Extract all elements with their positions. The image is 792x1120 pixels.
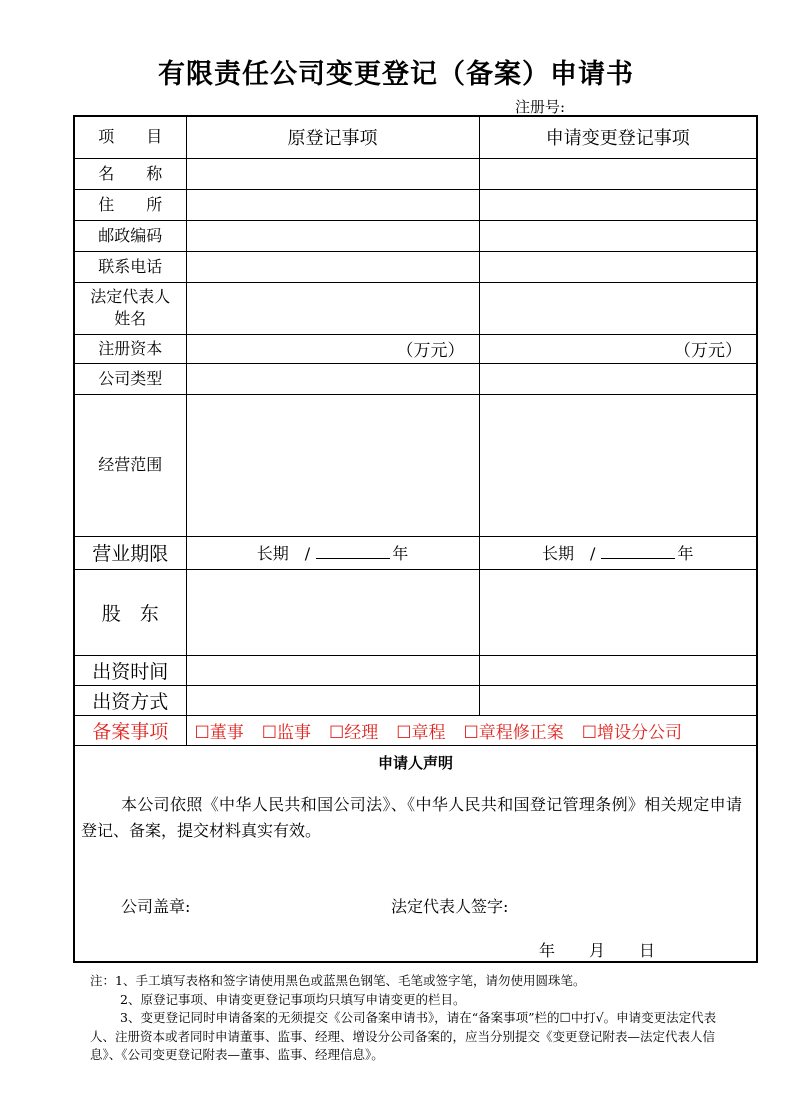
field-capital-change[interactable]: （万元） [479, 334, 757, 363]
field-capital-original[interactable]: （万元） [186, 334, 479, 363]
row-invest-method [74, 685, 757, 715]
field-phone-original[interactable] [186, 251, 479, 282]
label-shareholders: 股 东 [74, 569, 186, 655]
notes-section [90, 972, 740, 1065]
registration-number-label: 注册号: [515, 98, 566, 116]
label-filing: 备案事项 [74, 715, 186, 745]
row-capital [74, 334, 757, 363]
field-postcode-change[interactable] [479, 220, 757, 251]
filing-checkbox-director[interactable]: ☐董事 [194, 722, 244, 743]
field-address-change[interactable] [479, 189, 757, 220]
row-filing [74, 715, 757, 745]
label-postcode: 邮政编码 [74, 220, 186, 251]
label-scope: 经营范围 [74, 394, 186, 536]
label-invest-time: 出资时间 [74, 655, 186, 685]
filing-checkbox-supervisor[interactable]: ☐监事 [261, 722, 311, 743]
row-declaration [74, 745, 757, 962]
term-year-original: 年 [392, 544, 409, 563]
row-invest-time [74, 655, 757, 685]
field-term-change[interactable] [479, 536, 757, 569]
form-title: 有限责任公司变更登记（备案）申请书 [158, 59, 634, 90]
note-1: 注：1、手工填写表格和签字请使用黑色或蓝黑色钢笔、毛笔或签字笔，请勿使用圆珠笔。 [90, 973, 586, 988]
row-postcode [74, 220, 757, 251]
declaration-body: 本公司依照《中华人民共和国公司法》、《中华人民共和国登记管理条例》相关规定申请登记、备案，提交材料真实有效。 [81, 794, 742, 840]
term-long-original: 长期 / [256, 544, 311, 563]
term-year-blank-change[interactable] [601, 544, 675, 559]
field-invest-method-original[interactable] [186, 685, 479, 715]
field-address-original[interactable] [186, 189, 479, 220]
header-item: 项 目 [74, 116, 186, 158]
field-scope-change[interactable] [479, 394, 757, 536]
term-long-change: 长期 / [542, 544, 596, 563]
row-address [74, 189, 757, 220]
field-term-original[interactable] [186, 536, 479, 569]
application-form-table [73, 115, 758, 963]
date-line [539, 938, 655, 961]
header-original: 原登记事项 [186, 116, 479, 158]
field-company-type-original[interactable] [186, 363, 479, 394]
note-3: 3、变更登记同时申请备案的无须提交《公司备案申请书》，请在“备案事项”栏的☐中打√。申请变更法定代表人、注册资本或者同时申请董事、监事、经理、增设分公司备案的，应当分别提交《变更登记附表—法定代表人信息》、《公司变更登记附表—董事、监事、经理信息》。 [90, 1010, 717, 1062]
term-year-blank-original[interactable] [316, 544, 390, 559]
label-capital: 注册资本 [74, 334, 186, 363]
field-invest-time-change[interactable] [479, 655, 757, 685]
field-legal-rep-original[interactable] [186, 282, 479, 334]
field-invest-time-original[interactable] [186, 655, 479, 685]
label-company-type: 公司类型 [74, 363, 186, 394]
field-legal-rep-change[interactable] [479, 282, 757, 334]
term-year-change: 年 [677, 544, 694, 563]
label-legal-rep-line1: 法定代表人 [90, 287, 171, 306]
date-day: 日 [639, 940, 656, 960]
declaration-section [75, 746, 756, 961]
row-shareholders [74, 569, 757, 655]
row-scope [74, 394, 757, 536]
field-phone-change[interactable] [479, 251, 757, 282]
row-term [74, 536, 757, 569]
filing-checkbox-branch[interactable]: ☐增设分公司 [581, 722, 682, 743]
label-term: 营业期限 [74, 536, 186, 569]
row-legal-rep [74, 282, 757, 334]
label-invest-method: 出资方式 [74, 685, 186, 715]
label-name: 名 称 [74, 158, 186, 189]
field-shareholders-original[interactable] [186, 569, 479, 655]
field-name-change[interactable] [479, 158, 757, 189]
filing-checkbox-manager[interactable]: ☐经理 [329, 722, 379, 743]
filing-checkbox-articles[interactable]: ☐章程 [396, 722, 446, 743]
field-company-type-change[interactable] [479, 363, 757, 394]
filing-checkboxes [186, 715, 757, 745]
legal-rep-signature-label: 法定代表人签字: [391, 896, 509, 916]
field-shareholders-change[interactable] [479, 569, 757, 655]
note-2: 2、原登记事项、申请变更登记事项均只填写申请变更的栏目。 [120, 991, 466, 1007]
header-row [74, 116, 757, 158]
field-name-original[interactable] [186, 158, 479, 189]
label-legal-rep [74, 282, 186, 334]
date-month: 月 [589, 940, 606, 960]
declaration-title: 申请人声明 [377, 753, 453, 772]
label-legal-rep-line2: 姓名 [114, 309, 147, 328]
row-name [74, 158, 757, 189]
row-company-type [74, 363, 757, 394]
header-change: 申请变更登记事项 [479, 116, 757, 158]
date-year: 年 [539, 940, 556, 960]
field-scope-original[interactable] [186, 394, 479, 536]
field-invest-method-change[interactable] [479, 685, 757, 715]
filing-checkbox-articles-amendment[interactable]: ☐章程修正案 [463, 722, 564, 743]
label-phone: 联系电话 [74, 251, 186, 282]
company-seal-label: 公司盖章: [121, 896, 191, 916]
label-address: 住 所 [74, 189, 186, 220]
field-postcode-original[interactable] [186, 220, 479, 251]
row-phone [74, 251, 757, 282]
